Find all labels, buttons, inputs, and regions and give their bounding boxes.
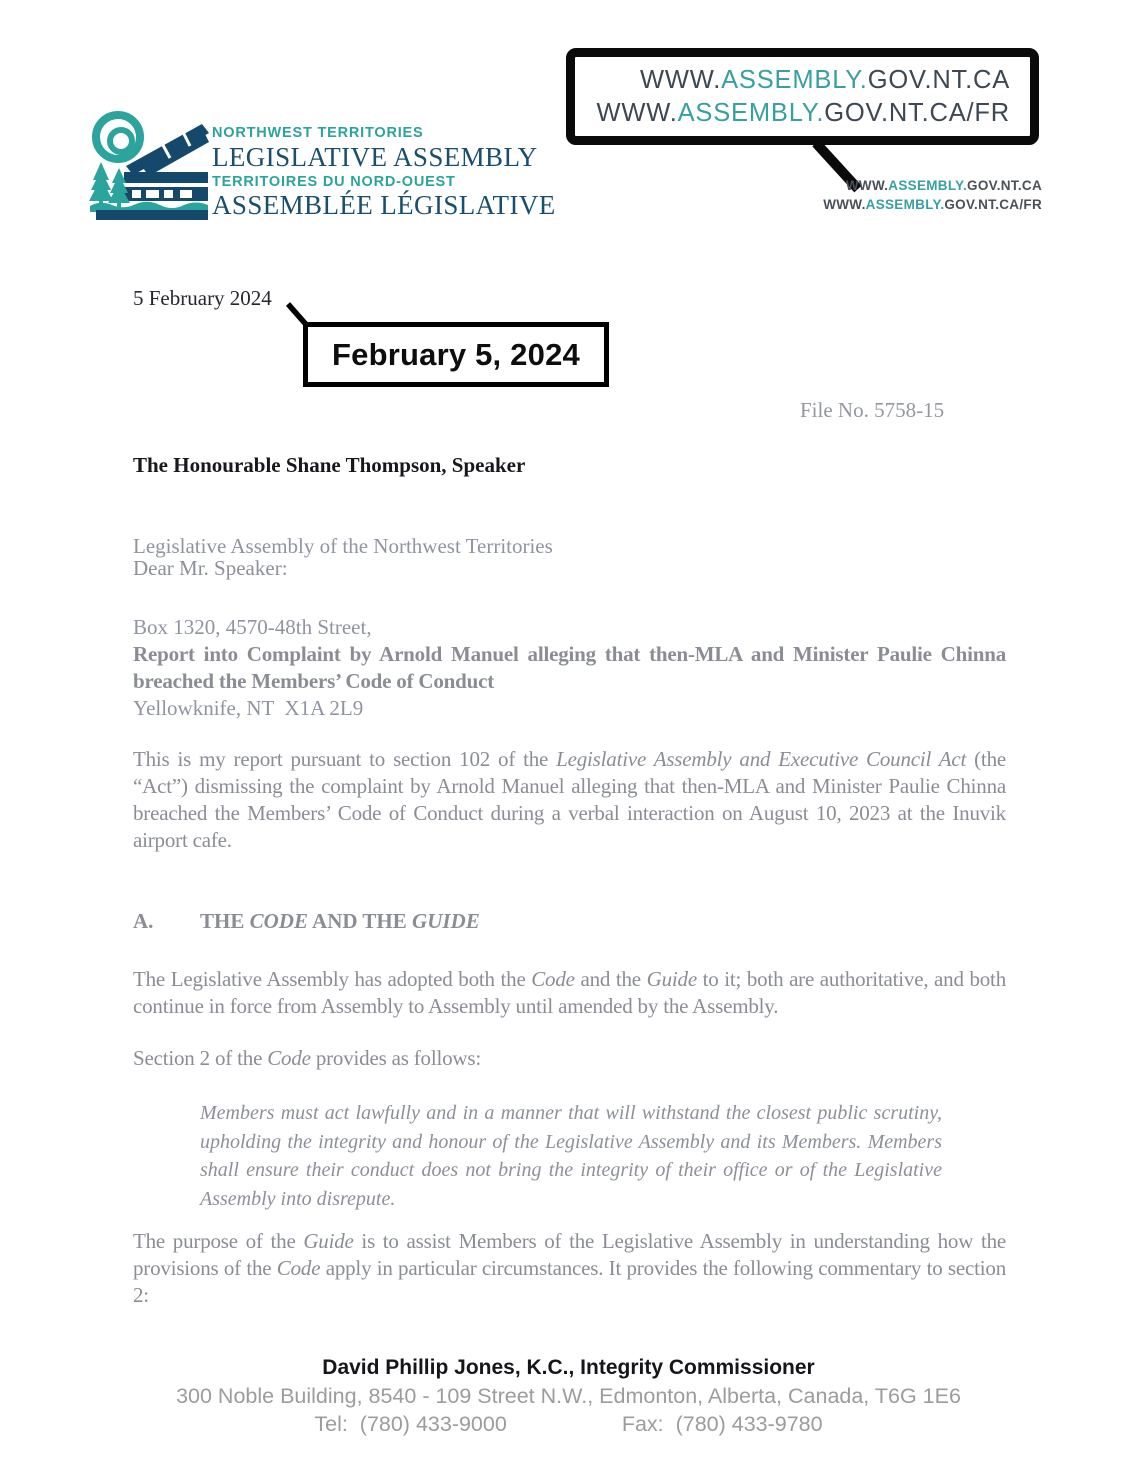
footer-tel: Tel: (780) 433-9000 [314, 1412, 507, 1436]
footer-commissioner-name: David Phillip Jones, K.C., Integrity Commissioner [322, 1356, 815, 1379]
footer-fax: Fax: (780) 433-9780 [621, 1412, 823, 1436]
recipient-name: The Honourable Shane Thompson, Speaker [133, 453, 526, 477]
wordmark-nwt-fr: TERRITOIRES DU NORD-OUEST [212, 173, 456, 190]
footer-tel-fax [0, 1410, 1137, 1438]
website-urls-text [823, 176, 1042, 214]
recipient-street: Box 1320, 4570-48th Street, [133, 615, 372, 639]
recipient-org: Legislative Assembly of the Northwest Territories [133, 534, 553, 558]
salutation: Dear Mr. Speaker: [133, 556, 288, 580]
body-paragraph-1: This is my report pursuant to section 102 of the Legislative Assembly and Executive Council Act (the “Act”) dismissing the complaint by Arnold Manuel alleging that then-MLA and Minister Paulie Chinna breached the Members’ Code of Conduct during a verbal interaction on August 10, 2023 at the Inuvik airport cafe. [133, 747, 1006, 852]
body-paragraph-2: The Legislative Assembly has adopted both the Code and the Guide to it; both are authoritative, and both continue in force from Assembly to Assembly until amended by the Assembly. [133, 967, 1006, 1018]
section-a-number: A. [133, 909, 154, 933]
date-zoom-annotation-box [303, 322, 609, 387]
subject-heading: Report into Complaint by Arnold Manuel alleging that then-MLA and Minister Paulie Chinna breached the Members’ Code of Conduct [133, 642, 1006, 693]
section-a-heading [133, 909, 480, 934]
footer-address: 300 Noble Building, 8540 - 109 Street N.W., Edmonton, Alberta, Canada, T6G 1E6 [176, 1384, 961, 1408]
url-zoom-annotation-box [566, 48, 1039, 145]
wordmark-nwt-en: NORTHWEST TERRITORIES [212, 125, 424, 141]
code-section2-blockquote: Members must act lawfully and in a manner that will withstand the closest public scrutiny, upholding the integrity and honour of the Legislative Assembly and its Members. Members shall ensure their conduct does not bring the integrity of their office or of the Legislative Assembly into disrepute. [200, 1102, 942, 1210]
section-a-title: THE CODE AND THE GUIDE [200, 909, 480, 933]
letter-footer [0, 1354, 1137, 1438]
website-url-en: WWW.ASSEMBLY.GOV.NT.CA [845, 178, 1042, 193]
wordmark-assembly-en: LEGISLATIVE ASSEMBLY [212, 141, 538, 172]
letterhead-wordmark [212, 126, 556, 223]
body-paragraph-3: The purpose of the Guide is to assist Members of the Legislative Assembly in understanding how the provisions of the Code apply in particular circumstances. It provides the following commentary to section 2: [133, 1229, 1006, 1307]
legislative-assembly-logo-icon [88, 106, 210, 220]
website-url-fr: WWW.ASSEMBLY.GOV.NT.CA/FR [823, 197, 1042, 212]
date-callout-text: February 5, 2024 [332, 336, 580, 372]
url-callout-line2: WWW.ASSEMBLY.GOV.NT.CA/FR [596, 98, 1010, 127]
letter-date: 5 February 2024 [133, 286, 272, 310]
file-number: File No. 5758-15 [800, 398, 945, 422]
section2-lead-in: Section 2 of the Code provides as follows: [133, 1046, 481, 1070]
recipient-city: Yellowknife, NT X1A 2L9 [133, 696, 364, 720]
recipient-address [133, 398, 553, 776]
wordmark-assembly-fr: ASSEMBLÉE LÉGISLATIVE [212, 190, 556, 220]
url-callout-line1: WWW.ASSEMBLY.GOV.NT.CA [640, 65, 1010, 94]
